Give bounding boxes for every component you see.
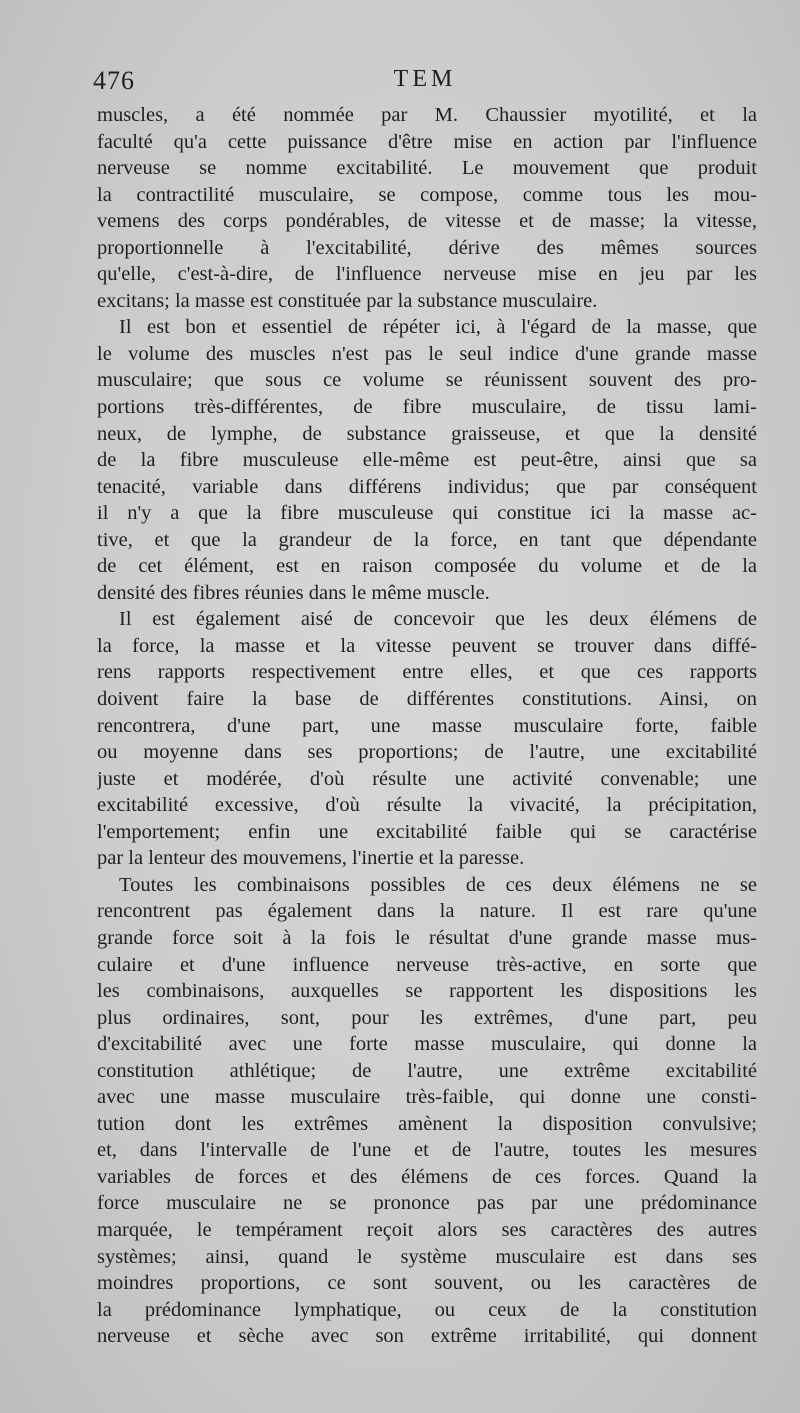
text-line: force musculaire ne se prononce pas par une prédominance <box>97 1192 757 1215</box>
text-line: avec une masse musculaire très-faible, qui donne une consti- <box>97 1086 757 1109</box>
text-line: portions très-différentes, de fibre musculaire, de tissu lami- <box>97 396 757 419</box>
text-line: systèmes; ainsi, quand le système musculaire est dans ses <box>97 1245 757 1268</box>
text-line: densité des fibres réunies dans le même muscle. <box>97 581 490 604</box>
text-line: par la lenteur des mouvemens, l'inertie et la paresse. <box>97 847 525 870</box>
text-line: le volume des muscles n'est pas le seul indice d'une grande masse <box>97 342 757 365</box>
text-line: rencontrent pas également dans la nature. Il est rare qu'une <box>97 900 757 923</box>
text-line: Il est bon et essentiel de répéter ici, à l'égard de la masse, que <box>119 316 757 339</box>
page-number: 476 <box>93 66 135 95</box>
text-line: proportionnelle à l'excitabilité, dérive des mêmes sources <box>97 236 757 259</box>
text-line: Il est également aisé de concevoir que les deux élémens de <box>119 608 757 631</box>
text-line: rencontrera, d'une part, une masse musculaire forte, faible <box>97 714 757 737</box>
text-line: de la fibre musculeuse elle-même est peut-être, ainsi que sa <box>97 449 757 472</box>
text-line: culaire et d'une influence nerveuse très-active, en sorte que <box>97 953 757 976</box>
text-line: l'emportement; enfin une excitabilité faible qui se caractérise <box>97 820 757 843</box>
text-line: rens rapports respectivement entre elles, et que ces rapports <box>97 661 757 684</box>
text-line: constitution athlétique; de l'autre, une extrême excitabilité <box>97 1059 757 1082</box>
text-line: nerveuse se nomme excitabilité. Le mouvement que produit <box>97 157 757 180</box>
text-line: excitans; la masse est constituée par la substance musculaire. <box>97 289 598 312</box>
body-text <box>97 102 757 1350</box>
text-line: la force, la masse et la vitesse peuvent se trouver dans diffé- <box>97 634 757 657</box>
text-line: d'excitabilité avec une forte masse musculaire, qui donne la <box>97 1033 757 1056</box>
text-line: plus ordinaires, sont, pour les extrêmes, d'une part, peu <box>97 1006 757 1029</box>
text-line: tive, et que la grandeur de la force, en tant que dépendante <box>97 528 757 551</box>
text-line: muscles, a été nommée par M. Chaussier myotilité, et la <box>97 104 757 126</box>
text-line: excitabilité excessive, d'où résulte la vivacité, la précipitation, <box>97 794 757 817</box>
text-line: vemens des corps pondérables, de vitesse et de masse; la vitesse, <box>97 210 757 233</box>
text-line: la prédominance lymphatique, ou ceux de la constitution <box>97 1298 757 1321</box>
text-line: il n'y a que la fibre musculeuse qui constitue ici la masse ac- <box>97 502 757 525</box>
text-line: qu'elle, c'est-à-dire, de l'influence nerveuse mise en jeu par les <box>97 263 757 286</box>
text-line: ou moyenne dans ses proportions; de l'autre, une excitabilité <box>97 741 757 764</box>
text-line: variables de forces et des élémens de ces forces. Quand la <box>97 1165 757 1188</box>
text-line: juste et modérée, d'où résulte une activité convenable; une <box>97 767 757 790</box>
text-line: les combinaisons, auxquelles se rapportent les dispositions les <box>97 980 757 1003</box>
text-line: faculté qu'a cette puissance d'être mise en action par l'influence <box>97 130 757 153</box>
text-line: musculaire; que sous ce volume se réunissent souvent des pro- <box>97 369 757 392</box>
text-line: tution dont les extrêmes amènent la disposition convulsive; <box>97 1112 757 1135</box>
text-line: de cet élément, est en raison composée du volume et de la <box>97 555 757 578</box>
text-line: la contractilité musculaire, se compose, comme tous les mou- <box>97 183 757 206</box>
text-line: nerveuse et sèche avec son extrême irritabilité, qui donnent <box>97 1325 757 1348</box>
text-line: grande force soit à la fois le résultat d'une grande masse mus- <box>97 926 757 949</box>
page-header <box>93 66 757 98</box>
running-head: TEM <box>393 66 457 92</box>
text-line: doivent faire la base de différentes constitutions. Ainsi, on <box>97 688 757 711</box>
text-line: neux, de lymphe, de substance graisseuse, et que la densité <box>97 422 757 445</box>
text-line: et, dans l'intervalle de l'une et de l'autre, toutes les mesures <box>97 1139 757 1162</box>
text-line: Toutes les combinaisons possibles de ces deux élémens ne se <box>119 873 757 896</box>
text-line: tenacité, variable dans différens individus; que par conséquent <box>97 475 757 498</box>
text-line: moindres proportions, ce sont souvent, ou les caractères de <box>97 1272 757 1295</box>
text-line: marquée, le tempérament reçoit alors ses caractères des autres <box>97 1218 757 1241</box>
